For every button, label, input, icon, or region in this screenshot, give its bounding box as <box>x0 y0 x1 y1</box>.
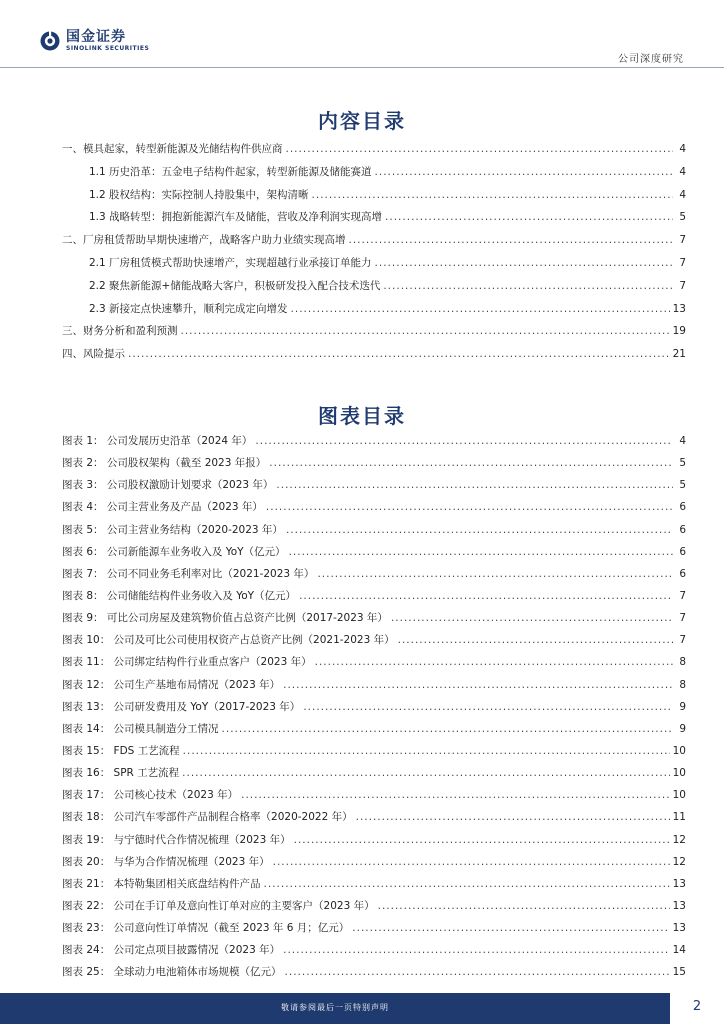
toc-entry-text: 1.2 股权结构：实际控制人持股集中，架构清晰 <box>89 188 309 201</box>
dot-leader <box>352 922 669 934</box>
figure-entry-text: 图表 10： 公司及可比公司使用权资产占总资产比例（2021-2023 年） <box>62 634 395 647</box>
figure-entry[interactable] <box>62 787 686 809</box>
toc-entry-page: 7 <box>679 256 686 269</box>
figure-entry-page: 5 <box>679 479 686 492</box>
figure-entry[interactable] <box>62 499 686 521</box>
figure-entry-page: 11 <box>672 811 686 824</box>
toc-entry[interactable] <box>62 232 686 255</box>
figure-entry-page: 5 <box>679 457 686 470</box>
header-divider <box>0 67 724 68</box>
dot-leader <box>375 166 673 178</box>
dot-leader <box>349 234 674 246</box>
dot-leader <box>128 348 670 360</box>
figure-entry-page: 14 <box>672 944 686 957</box>
figure-entry-text: 图表 24： 公司定点项目披露情况（2023 年） <box>62 944 281 957</box>
figure-entry[interactable] <box>62 588 686 610</box>
figure-entry[interactable] <box>62 610 686 632</box>
figure-entry-text: 图表 14： 公司模具制造分工情况 <box>62 722 219 735</box>
figure-entry[interactable] <box>62 455 686 477</box>
dot-leader <box>255 435 673 447</box>
dot-leader <box>378 900 670 912</box>
toc-entry-page: 4 <box>679 143 686 155</box>
figure-entry-page: 13 <box>672 877 686 890</box>
dot-leader <box>266 501 673 513</box>
toc-entry-page: 19 <box>672 325 686 338</box>
figure-entry[interactable] <box>62 942 686 964</box>
figure-entry-text: 图表 9： 可比公司房屋及建筑物价值占总资产比例（2017-2023 年） <box>62 612 388 625</box>
figure-entry[interactable] <box>62 920 686 942</box>
figure-entry[interactable] <box>62 522 686 544</box>
dot-leader <box>283 944 670 956</box>
figure-entry[interactable] <box>62 632 686 654</box>
figure-entry[interactable] <box>62 677 686 699</box>
figure-entry-page: 10 <box>672 767 686 780</box>
dot-leader <box>269 457 673 469</box>
toc-entry[interactable] <box>62 278 686 301</box>
figure-entry-text: 图表 20： 与华为合作情况梳理（2023 年） <box>62 855 270 868</box>
figure-entry-text: 图表 15： FDS 工艺流程 <box>62 744 180 757</box>
toc-entry-page: 4 <box>679 188 686 201</box>
dot-leader <box>289 546 673 558</box>
dot-leader <box>181 325 670 337</box>
figure-entry-page: 12 <box>672 855 686 868</box>
figure-entry-page: 13 <box>672 899 686 912</box>
dot-leader <box>276 479 673 491</box>
figure-entry-page: 8 <box>679 678 686 691</box>
dot-leader <box>286 143 674 155</box>
dot-leader <box>375 257 673 269</box>
figure-entry[interactable] <box>62 854 686 876</box>
figure-entry[interactable] <box>62 721 686 743</box>
toc-entry-page: 21 <box>672 348 686 361</box>
toc-entry-page: 5 <box>679 211 686 224</box>
footer-disclaimer: 敬请参阅最后一页特别声明 <box>281 1003 389 1012</box>
figure-entry-page: 9 <box>679 722 686 735</box>
dot-leader <box>317 568 673 580</box>
dot-leader <box>286 524 673 536</box>
figure-entry-text: 图表 16： SPR 工艺流程 <box>62 767 180 780</box>
figure-entry-page: 7 <box>679 589 686 602</box>
figure-entry-page: 6 <box>679 545 686 558</box>
dot-leader <box>299 590 673 602</box>
dot-leader <box>285 966 670 978</box>
figure-entry[interactable] <box>62 743 686 765</box>
toc-entry[interactable] <box>62 209 686 232</box>
figure-entry-text: 图表 17： 公司核心技术（2023 年） <box>62 789 239 802</box>
dot-leader <box>222 723 673 735</box>
toc-entry-page: 7 <box>679 279 686 292</box>
figure-entry-page: 10 <box>672 744 686 757</box>
figure-entry[interactable] <box>62 876 686 898</box>
toc-entry-page: 4 <box>679 165 686 178</box>
figure-entry-page: 6 <box>679 523 686 536</box>
figure-entry-text: 图表 6： 公司新能源车业务收入及 YoY（亿元） <box>62 545 286 558</box>
figure-entry[interactable] <box>62 433 686 455</box>
toc-entry[interactable] <box>62 346 686 369</box>
dot-leader <box>391 612 673 624</box>
dot-leader <box>315 656 673 668</box>
figure-entry[interactable] <box>62 699 686 721</box>
figure-list-title: 图表目录 <box>318 404 406 428</box>
figure-entry-text: 图表 23： 公司意向性订单情况（截至 2023 年 6 月；亿元） <box>62 922 350 935</box>
toc-entry[interactable] <box>62 164 686 187</box>
figure-entry-page: 10 <box>672 789 686 802</box>
figure-entry-page: 12 <box>672 833 686 846</box>
figure-entry-text: 图表 8： 公司储能结构件业务收入及 YoY（亿元） <box>62 589 297 602</box>
figure-entry-page: 15 <box>672 966 686 979</box>
figure-entry-text: 图表 25： 全球动力电池箱体市场规模（亿元） <box>62 966 282 979</box>
toc-entry-page: 13 <box>672 302 686 315</box>
figure-entry-text: 图表 12： 公司生产基地布局情况（2023 年） <box>62 678 281 691</box>
figure-entry[interactable] <box>62 832 686 854</box>
toc-entry-text: 2.1 厂房租赁模式帮助快速增产，实现超越行业承接订单能力 <box>89 256 372 269</box>
figure-entry-text: 图表 13： 公司研发费用及 YoY（2017-2023 年） <box>62 700 301 713</box>
toc-entry-text: 三、财务分析和盈利预测 <box>62 325 178 338</box>
figure-entry-text: 图表 21： 本特勒集团相关底盘结构件产品 <box>62 877 261 890</box>
toc-entry[interactable] <box>62 255 686 278</box>
figure-entry-page: 13 <box>672 922 686 935</box>
dot-leader <box>383 280 673 292</box>
figure-entry-text: 图表 2： 公司股权架构（截至 2023 年报） <box>62 457 267 470</box>
figure-entry[interactable] <box>62 544 686 566</box>
dot-leader <box>291 303 670 315</box>
footer-bar <box>0 993 670 1024</box>
toc-entry-page: 7 <box>679 234 686 247</box>
dot-leader <box>264 878 670 890</box>
figure-entry[interactable] <box>62 765 686 787</box>
brand-logo <box>40 30 149 52</box>
figure-entry-page: 6 <box>679 567 686 580</box>
sinolink-logo-icon <box>40 31 60 51</box>
figure-entry-page: 9 <box>679 700 686 713</box>
toc-entry[interactable] <box>62 141 686 164</box>
toc-title: 内容目录 <box>318 109 406 133</box>
figure-entry-text: 图表 19： 与宁德时代合作情况梳理（2023 年） <box>62 833 291 846</box>
dot-leader <box>283 679 673 691</box>
figure-entry-text: 图表 1： 公司发展历史沿革（2024 年） <box>62 435 253 447</box>
toc-entry-text: 2.3 新接定点快速攀升，顺利完成定向增发 <box>89 302 288 315</box>
figure-entry-page: 7 <box>679 612 686 625</box>
figure-entry[interactable] <box>62 477 686 499</box>
logo-chinese-name: 国金证券 <box>66 29 126 45</box>
dot-leader <box>303 701 673 713</box>
toc-entry-text: 二、厂房租赁帮助早期快速增产，战略客户助力业绩实现高增 <box>62 234 346 247</box>
logo-english-name: SINOLINK SECURITIES <box>66 45 150 52</box>
figure-entry[interactable] <box>62 809 686 831</box>
toc-entry-text: 2.2 聚焦新能源+储能战略大客户，积极研发投入配合技术迭代 <box>89 279 381 292</box>
dot-leader <box>294 834 670 846</box>
page-number: 2 <box>692 999 702 1014</box>
figure-entry-text: 图表 7： 公司不同业务毛利率对比（2021-2023 年） <box>62 567 315 580</box>
figure-entry-page: 4 <box>679 435 686 447</box>
dot-leader <box>182 767 669 779</box>
figure-entry[interactable] <box>62 964 686 986</box>
dot-leader <box>183 745 670 757</box>
figure-entry-text: 图表 5： 公司主营业务结构（2020-2023 年） <box>62 523 283 536</box>
page-footer <box>0 993 724 1024</box>
dot-leader <box>312 189 673 201</box>
figure-entry-page: 6 <box>679 501 686 514</box>
table-of-contents <box>62 141 686 369</box>
dot-leader <box>385 211 673 223</box>
toc-entry-text: 一、模具起家，转型新能源及光储结构件供应商 <box>62 143 283 155</box>
page-header <box>0 0 724 70</box>
toc-entry-text: 1.1 历史沿革：五金电子结构件起家，转型新能源及储能赛道 <box>89 165 372 178</box>
figure-entry-text: 图表 22： 公司在手订单及意向性订单对应的主要客户（2023 年） <box>62 899 375 912</box>
toc-entry-text: 1.3 战略转型：拥抱新能源汽车及储能，营收及净利润实现高增 <box>89 211 383 224</box>
dot-leader <box>398 634 673 646</box>
list-of-figures <box>62 433 686 987</box>
figure-entry[interactable] <box>62 898 686 920</box>
figure-entry-page: 8 <box>679 656 686 669</box>
figure-entry-text: 图表 11： 公司绑定结构件行业重点客户（2023 年） <box>62 656 312 669</box>
dot-leader <box>356 811 670 823</box>
figure-entry[interactable] <box>62 654 686 676</box>
figure-entry-text: 图表 4： 公司主营业务及产品（2023 年） <box>62 501 263 514</box>
report-type-label: 公司深度研究 <box>618 54 684 65</box>
toc-entry-text: 四、风险提示 <box>62 348 125 361</box>
dot-leader <box>273 856 670 868</box>
toc-entry[interactable] <box>62 187 686 210</box>
toc-entry[interactable] <box>62 301 686 324</box>
toc-entry[interactable] <box>62 323 686 346</box>
dot-leader <box>241 789 670 801</box>
figure-entry-text: 图表 18： 公司汽车零部件产品制程合格率（2020-2022 年） <box>62 811 353 824</box>
figure-entry-text: 图表 3： 公司股权激励计划要求（2023 年） <box>62 479 274 492</box>
figure-entry[interactable] <box>62 566 686 588</box>
figure-entry-page: 7 <box>679 634 686 647</box>
